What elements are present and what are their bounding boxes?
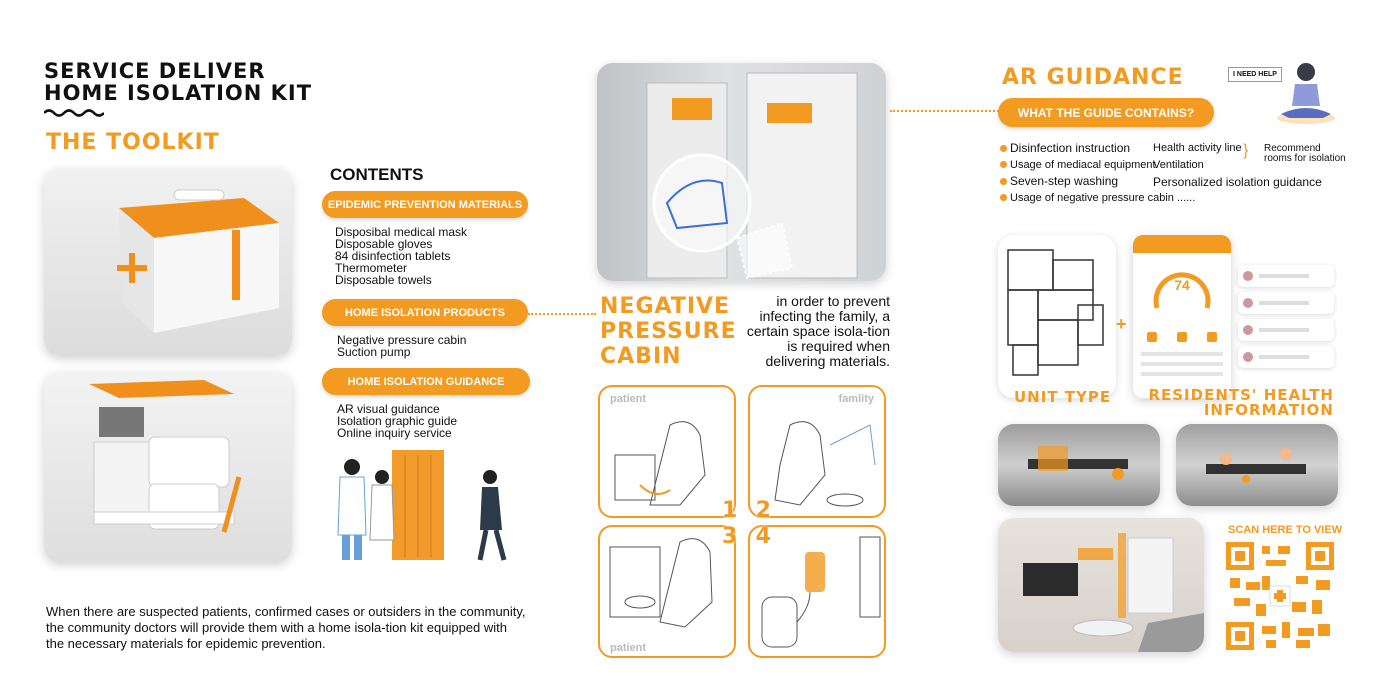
ar-bathroom-photo-1 — [998, 424, 1160, 506]
cabin-title-line: PRESSURE — [600, 319, 737, 344]
doctors-delivery-illustration — [330, 445, 530, 570]
app-header — [1133, 235, 1231, 253]
recommend-rooms-text: Recommend rooms for isolation — [1264, 143, 1346, 164]
step-panel-3 — [598, 524, 739, 658]
list-item: Health activity line — [1153, 142, 1242, 154]
cabin-title-line: CABIN — [600, 344, 682, 369]
bullet-icon — [1000, 161, 1007, 168]
scan-label: SCAN HERE TO VIEW — [1228, 524, 1343, 536]
contents-title: CONTENTS — [330, 165, 424, 184]
ar-livingroom-photo — [998, 518, 1204, 652]
meditating-woman-illustration — [1275, 58, 1337, 126]
list-item: Suction pump — [337, 345, 411, 359]
connector-ar — [890, 110, 1002, 112]
panel-label-patient: patient — [610, 393, 647, 405]
list-item — [1238, 319, 1334, 341]
panel-label-family: famlity — [838, 393, 874, 405]
toolkit-open-image — [44, 372, 292, 562]
step-number: 2 — [755, 498, 772, 523]
floorplan-card — [998, 235, 1116, 398]
bullet-icon — [1000, 178, 1007, 185]
health-app-card — [1133, 235, 1231, 398]
wave-divider — [44, 108, 104, 118]
list-item: Ventilation — [1153, 158, 1204, 171]
title-line-2: HOME ISOLATION KIT — [44, 81, 313, 105]
residents-health-label — [1140, 388, 1334, 418]
connector-products — [528, 313, 596, 315]
toolkit-closed-image — [44, 168, 292, 356]
list-item: Usage of mediacal equipment — [1010, 158, 1156, 171]
list-item: Disposable towels — [335, 273, 432, 287]
cabin-title-line: NEGATIVE — [600, 294, 731, 319]
group-list-products — [337, 334, 466, 358]
title-line-1: SERVICE DELIVER — [44, 59, 266, 83]
health-score: 74 — [1174, 277, 1190, 293]
list-item: Usage of negative pressure cabin — [1010, 191, 1174, 204]
list-item: Disposibal medical mask — [335, 225, 468, 239]
cabin-title — [600, 294, 737, 369]
list-item — [1238, 346, 1334, 368]
list-item — [1238, 265, 1334, 287]
cabin-description: in order to prevent infecting the family, a certain space isola-tion is required when delivering materials. — [746, 293, 890, 369]
residents-line-1: RESIDENTS' HEALTH — [1148, 386, 1334, 404]
group-pill-epidemic: EPIDEMIC PREVENTION MATERIALS — [322, 191, 528, 218]
app-quick-icons — [1133, 328, 1231, 346]
step-number: 4 — [755, 524, 772, 549]
ellipsis: ...... — [1176, 191, 1196, 204]
list-item: Personalized isolation guidance — [1153, 175, 1322, 189]
list-item: Isolation graphic guide — [337, 414, 458, 428]
list-item: Disposable gloves — [335, 237, 433, 251]
help-speech-bubble: I NEED HELP — [1228, 67, 1282, 82]
list-item: Thermometer — [335, 261, 408, 275]
resident-list — [1238, 265, 1334, 368]
ar-guidance-title: AR GUIDANCE — [1002, 65, 1184, 90]
qr-code-icon[interactable] — [1226, 542, 1334, 650]
cabin-ar-photo — [597, 63, 886, 281]
list-item: 84 disinfection tablets — [335, 249, 451, 263]
guide-contains-pill: WHAT THE GUIDE CONTAINS? — [998, 98, 1214, 127]
step-number: 3 — [722, 524, 739, 549]
list-item: AR visual guidance — [337, 402, 440, 416]
list-item: Online inquiry service — [337, 426, 452, 440]
step-panel-1 — [598, 385, 736, 518]
group-pill-products: HOME ISOLATION PRODUCTS — [322, 299, 528, 326]
list-item: Seven-step washing — [1010, 174, 1119, 188]
step-numbers — [722, 498, 772, 550]
group-list-epidemic — [335, 226, 467, 286]
bullet-icon — [1000, 145, 1007, 152]
section-title-toolkit: THE TOOLKIT — [46, 130, 220, 155]
bullet-icon — [1000, 194, 1007, 201]
step-number: 1 — [722, 498, 739, 523]
kit-description: When there are suspected patients, confirmed cases or outsiders in the community, the community doctors will provide them with a home isola-tion kit equipped with the necessary materials for epidemic prevention. — [46, 604, 526, 651]
brace-icon: } — [1243, 142, 1249, 159]
group-pill-guidance: HOME ISOLATION GUIDANCE — [322, 368, 530, 395]
unit-type-label: UNIT TYPE — [1014, 388, 1112, 406]
residents-line-2: INFORMATION — [1203, 401, 1334, 419]
panel-label-patient-2: patient — [610, 642, 647, 654]
plus-icon: + — [1116, 314, 1127, 334]
list-item — [1238, 292, 1334, 314]
list-item: Disinfection instruction — [1010, 141, 1131, 155]
main-title — [44, 60, 312, 104]
group-list-guidance — [337, 403, 457, 439]
ar-bathroom-photo-2 — [1176, 424, 1338, 506]
list-item: Negative pressure cabin — [337, 333, 467, 347]
